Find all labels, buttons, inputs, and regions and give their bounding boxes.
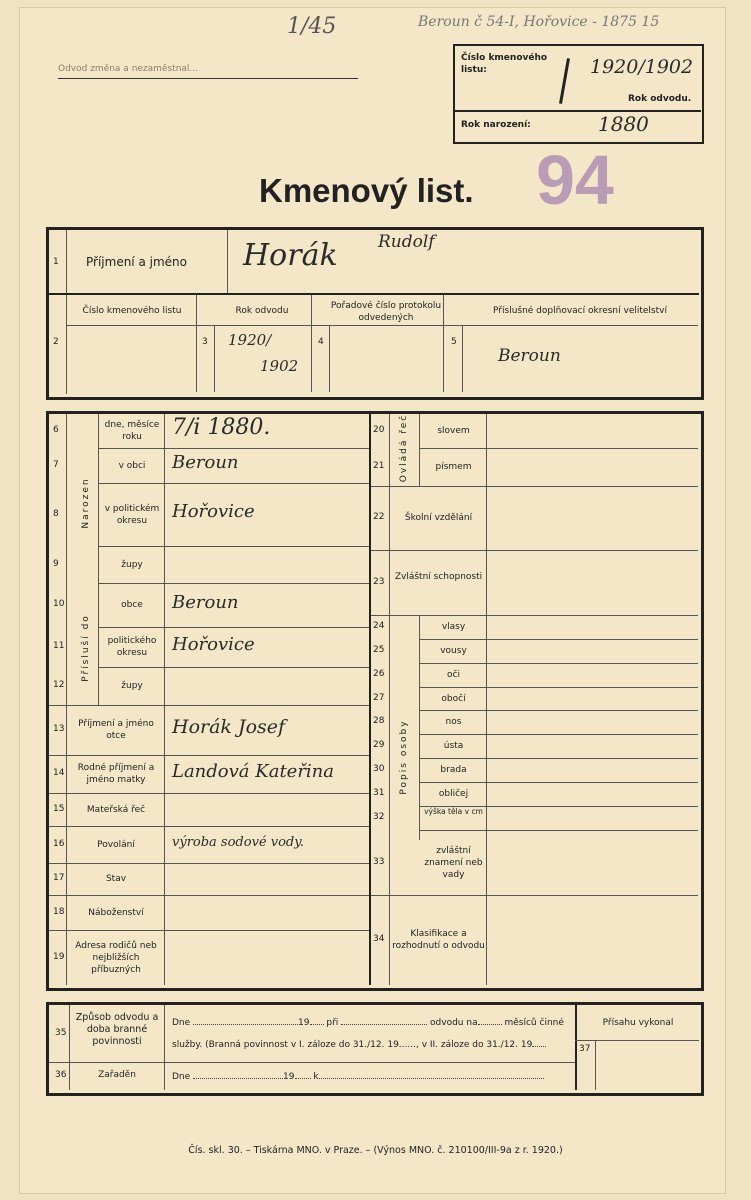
field-label: Rodné příjmení a jméno matky bbox=[77, 763, 155, 785]
field-label: Mateřská řeč bbox=[86, 804, 146, 815]
s3-rightnumcol bbox=[595, 1040, 596, 1090]
top-handwriting-left: 1/45 bbox=[287, 14, 337, 39]
row-number: 28 bbox=[373, 716, 385, 726]
row-divider bbox=[371, 895, 698, 896]
s3-row-divider bbox=[49, 1062, 575, 1063]
field-label: Povolání bbox=[97, 839, 135, 850]
row-number: 13 bbox=[53, 724, 65, 734]
col-kmen-label: Číslo kmenového listu bbox=[82, 306, 182, 316]
rok-narozeni-label: Rok narození: bbox=[461, 120, 531, 130]
kmen-label: Číslo kmenového listu: bbox=[461, 53, 548, 75]
field-label: Stav bbox=[105, 874, 127, 884]
row-divider bbox=[371, 550, 698, 551]
row-number: 16 bbox=[53, 838, 65, 849]
label-prisahu: Přísahu vykonal bbox=[602, 1018, 674, 1028]
row-divider bbox=[419, 758, 698, 759]
s1-col-line bbox=[214, 325, 215, 392]
row-number: 36 bbox=[55, 1070, 67, 1080]
s1-col-line bbox=[443, 295, 444, 392]
row-divider bbox=[49, 793, 369, 794]
doplnovaci-value: Beroun bbox=[498, 346, 561, 366]
faded-header-text: Odvod změna a nezaměstnal... bbox=[58, 64, 198, 74]
row-number: 25 bbox=[373, 645, 385, 655]
row-number: 2 bbox=[53, 337, 59, 347]
group-prislusi-label: Přísluší do bbox=[81, 614, 91, 682]
row-number: 9 bbox=[53, 558, 59, 569]
row-divider bbox=[419, 734, 698, 735]
top-handwriting-right: Beroun č 54-I, Hořovice - 1875 15 bbox=[418, 14, 660, 30]
row-number: 4 bbox=[318, 337, 324, 347]
s2-group-col bbox=[98, 414, 99, 705]
field-label: dne, měsíce roku bbox=[104, 420, 160, 442]
field-label: slovem bbox=[437, 426, 470, 436]
row-number: 12 bbox=[53, 680, 65, 690]
field-label: v politickém okresu bbox=[104, 503, 160, 526]
s1-header-rule bbox=[66, 325, 698, 326]
field-label: župy bbox=[121, 559, 143, 570]
field-label: Příjmení a jméno otce bbox=[78, 719, 154, 741]
first-name-value: Rudolf bbox=[378, 232, 435, 252]
field-value: Beroun bbox=[172, 452, 239, 473]
s2-left-valcol bbox=[164, 414, 165, 985]
field-label: brada bbox=[440, 765, 467, 775]
label-zaraden: Zařaděn bbox=[98, 1070, 136, 1080]
s1-divider bbox=[49, 293, 699, 295]
row-divider bbox=[49, 826, 369, 827]
field-value: Horák Josef bbox=[172, 715, 286, 738]
row-number: 3 bbox=[202, 337, 208, 347]
field-label: obočí bbox=[441, 693, 466, 704]
field-value: 7/i 1880. bbox=[172, 414, 271, 440]
rok-odvodu-label: Rok odvodu. bbox=[628, 94, 692, 104]
row-number: 19 bbox=[53, 951, 65, 962]
col-poradove-label: Pořadové číslo protokolu odvedených bbox=[330, 301, 442, 323]
field-label: výška těla v cm bbox=[424, 807, 483, 816]
footer-text: Čís. skl. 30. – Tiskárna MNO. v Praze. – (Výnos MNO. č. 210100/III-9a z r. 1920.) bbox=[188, 1145, 563, 1156]
field-value: Landová Kateřina bbox=[172, 760, 335, 782]
row-number: 21 bbox=[373, 461, 385, 471]
row-divider bbox=[98, 546, 369, 547]
field-value: výroba sodové vody. bbox=[172, 834, 304, 850]
field-label: vlasy bbox=[441, 622, 466, 632]
row-number: 6 bbox=[53, 425, 59, 435]
row-number: 20 bbox=[373, 425, 385, 435]
row-number: 14 bbox=[53, 768, 65, 778]
rok-narozeni-value: 1880 bbox=[598, 112, 649, 136]
field-label: Náboženství bbox=[88, 907, 144, 918]
row-number: 17 bbox=[53, 873, 65, 883]
stamp-number: 94 bbox=[536, 141, 614, 219]
s3-prisahu-divider bbox=[575, 1040, 699, 1041]
s2-center-divider bbox=[369, 414, 371, 985]
field-label: ústa bbox=[443, 741, 464, 751]
row-divider bbox=[49, 930, 369, 931]
field-value: Hořovice bbox=[172, 633, 255, 655]
group-ovlada-label: Ovládá řeč bbox=[399, 413, 409, 483]
col-rok-label: Rok odvodu bbox=[235, 306, 289, 316]
field-value: Beroun bbox=[172, 591, 239, 613]
s1-numcol-line bbox=[66, 230, 67, 394]
row-divider bbox=[98, 583, 369, 584]
s2-right-numcol bbox=[389, 414, 390, 985]
field-label: Školní vzdělání bbox=[404, 513, 473, 523]
field-label: obce bbox=[121, 600, 143, 610]
row-divider bbox=[371, 615, 698, 616]
row-number: 31 bbox=[373, 788, 385, 798]
s2-group-col-right bbox=[419, 414, 420, 486]
field-label: politického okresu bbox=[107, 636, 157, 658]
row-number: 8 bbox=[53, 508, 59, 519]
col-rok-value-1: 1920/ bbox=[228, 331, 272, 349]
row-divider bbox=[49, 863, 369, 864]
surname-value: Horák bbox=[243, 238, 338, 273]
header-rule bbox=[58, 78, 358, 79]
row-divider bbox=[419, 639, 698, 640]
field-label: Adresa rodičů neb nejbližších příbuzných bbox=[75, 940, 157, 975]
row-number: 37 bbox=[579, 1044, 591, 1054]
row-number: 23 bbox=[373, 576, 385, 587]
row-divider bbox=[98, 667, 369, 668]
s1-col-line bbox=[196, 295, 197, 392]
page-title: Kmenový list. bbox=[259, 172, 474, 209]
row-number: 33 bbox=[373, 856, 385, 867]
row-number: 32 bbox=[373, 812, 385, 822]
s2-right-valcol bbox=[486, 414, 487, 985]
row-divider bbox=[98, 483, 369, 484]
field-value: Hořovice bbox=[172, 501, 255, 522]
s2-left-numcol bbox=[66, 414, 67, 985]
s1-name-divider bbox=[227, 230, 228, 293]
row-number: 18 bbox=[53, 906, 65, 917]
row-divider bbox=[49, 755, 369, 756]
surname-label: Příjmení a jméno bbox=[86, 255, 187, 269]
kmen-box-divider bbox=[455, 110, 701, 112]
row-divider bbox=[49, 895, 369, 896]
kmen-value: 1920/1902 bbox=[590, 56, 694, 78]
field-label: písmem bbox=[435, 462, 472, 472]
s1-col-line bbox=[329, 325, 330, 392]
s3-labelcol bbox=[164, 1005, 165, 1090]
row-number: 5 bbox=[451, 337, 457, 347]
row-divider bbox=[419, 710, 698, 711]
line-dne-1: Dne 19 při odvodu na měsíců činné bbox=[172, 1018, 564, 1028]
field-label: vousy bbox=[440, 646, 467, 656]
row-divider bbox=[371, 486, 698, 487]
row-number: 34 bbox=[373, 934, 385, 944]
row-number: 22 bbox=[373, 512, 385, 522]
line-dne-2: Dne 19 k bbox=[172, 1072, 544, 1082]
field-label: zvláštní znamení neb vady bbox=[424, 845, 483, 880]
label-zpusob-odvodu: Způsob odvodu a doba branné povinnosti bbox=[75, 1012, 159, 1047]
row-number: 10 bbox=[53, 599, 65, 609]
row-divider bbox=[49, 705, 369, 706]
row-number: 30 bbox=[373, 764, 385, 774]
field-label: Zvláštní schopnosti bbox=[394, 571, 483, 582]
row-divider bbox=[419, 782, 698, 783]
field-label: oči bbox=[447, 670, 460, 680]
field-label: Klasifikace a rozhodnutí o odvodu bbox=[392, 929, 485, 951]
row-number: 27 bbox=[373, 692, 385, 703]
row-number: 24 bbox=[373, 621, 385, 631]
row-number: 35 bbox=[55, 1028, 67, 1038]
s1-col-line bbox=[311, 295, 312, 392]
s1-col-line bbox=[462, 325, 463, 392]
field-label: v obci bbox=[118, 460, 146, 471]
col-rok-value-2: 1902 bbox=[260, 357, 299, 375]
field-label: obličej bbox=[438, 789, 469, 799]
row-divider bbox=[98, 627, 369, 628]
row-number: 15 bbox=[53, 803, 65, 814]
row-divider bbox=[98, 448, 369, 449]
row-number: 11 bbox=[53, 641, 65, 651]
row-divider bbox=[419, 687, 698, 688]
line-sluzby: služby. (Branná povinnost v I. záloze do 31./12. 19......, v II. záloze do 31./12. 19 bbox=[172, 1040, 546, 1050]
col-doplnovaci-label: Příslušné doplňovací okresní velitelství bbox=[493, 306, 667, 316]
row-number: 26 bbox=[373, 669, 385, 679]
row-divider bbox=[419, 663, 698, 664]
group-popis-label: Popis osoby bbox=[399, 719, 409, 795]
row-number: 1 bbox=[53, 257, 59, 267]
field-label: nos bbox=[445, 717, 462, 727]
row-number: 29 bbox=[373, 740, 385, 750]
group-narozen-label: Narozen bbox=[81, 477, 91, 529]
row-divider bbox=[419, 448, 698, 449]
row-number: 7 bbox=[53, 459, 59, 470]
row-divider bbox=[419, 830, 698, 831]
field-label: župy bbox=[121, 681, 143, 691]
